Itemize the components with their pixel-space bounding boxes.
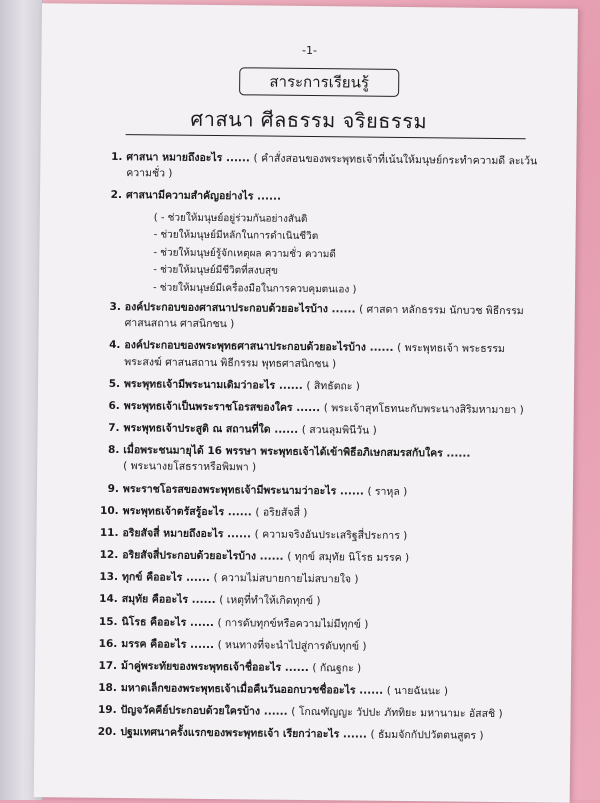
question-text: ปฐมเทศนาครั้งแรกของพระพุทธเจ้า เรียกว่าอะไร ...... bbox=[120, 726, 371, 742]
answer-continuation: ความชั่ว ) bbox=[126, 167, 173, 180]
question-text: เมื่อพระชนมายุได้ 16 พรรษา พระพุทธเจ้าได้เข้าพิธีอภิเษกสมรสกับใคร ...... bbox=[123, 444, 471, 460]
question-item bbox=[95, 614, 555, 633]
answer-text: ( การดับทุกข์หรือความไม่มีทุกข์ ) bbox=[217, 616, 369, 631]
importance-answer-item: - ช่วยให้มนุษย์มีเครื่องมือในการควบคุมตนเอง ) bbox=[152, 281, 357, 296]
answer-text: ( คำสั่งสอนของพระพุทธเจ้าที่เน้นให้มนุษย์กระทำความดี ละเว้น bbox=[253, 152, 538, 168]
question-text: พระพุทธเจ้าเป็นพระราชโอรสของใคร ...... bbox=[123, 399, 324, 415]
question-number: 6. bbox=[108, 399, 120, 412]
question-item bbox=[99, 300, 559, 335]
answer-text: ( โกณฑัญญะ วัปปะ ภัททิยะ มหานามะ อัสสชิ ) bbox=[291, 706, 503, 721]
question-item bbox=[95, 637, 555, 656]
question-number: 2. bbox=[110, 189, 123, 202]
question-text: องค์ประกอบของศาสนาประกอบด้วยอะไรบ้าง ...... bbox=[124, 301, 360, 316]
question-item bbox=[98, 399, 558, 418]
question-number: 15. bbox=[98, 615, 118, 628]
worksheet-page bbox=[34, 3, 578, 803]
question-number: 12. bbox=[99, 548, 119, 562]
section-title-box: สาระการเรียนรู้ bbox=[239, 67, 399, 97]
answer-text: ( ธัมมจักกัปปวัตตนสูตร ) bbox=[370, 729, 484, 743]
answer-text: ( พระพุทธเจ้า พระธรรม bbox=[397, 342, 505, 356]
question-number: 17. bbox=[98, 659, 118, 672]
answer-text: ( ความจริงอันประเสริฐสี่ประการ ) bbox=[254, 528, 408, 542]
question-number: 7. bbox=[108, 421, 120, 435]
question-item bbox=[98, 338, 558, 373]
question-text: นิโรธ คืออะไร ...... bbox=[121, 615, 218, 629]
question-text: องค์ประกอบของพระพุทธศาสนาประกอบด้วยอะไรบ้าง ...... bbox=[124, 339, 398, 355]
question-number: 9. bbox=[107, 482, 119, 495]
answer-text: ( ทุกข์ สมุทัย นิโรธ มรรค ) bbox=[287, 550, 410, 565]
question-text: ศาสนา หมายถึงอะไร ...... bbox=[126, 151, 254, 165]
question-item bbox=[97, 421, 557, 440]
answer-text: ( กัณฐกะ ) bbox=[312, 661, 362, 675]
answer-continuation: ศาสนสถาน ศาสนิกชน ) bbox=[124, 317, 235, 331]
question-text: อริยสัจสี่ประกอบด้วยอะไรบ้าง ...... bbox=[122, 549, 288, 563]
answer-text: ( สิทธัตถะ ) bbox=[306, 379, 360, 393]
question-number: 20. bbox=[97, 726, 117, 739]
answer-text: ( อริยสัจสี่ ) bbox=[255, 506, 308, 519]
question-text: พระพุทธเจ้าตรัสรู้อะไร ...... bbox=[122, 504, 256, 519]
question-text: ม้าคู่พระทัยของพระพุทธเจ้าชื่ออะไร ...... bbox=[121, 659, 313, 674]
question-item bbox=[94, 725, 554, 744]
question-item bbox=[96, 570, 556, 589]
question-item bbox=[96, 592, 556, 611]
question-number: 1. bbox=[111, 150, 123, 164]
importance-answer-item: - ช่วยให้มนุษย์มีชีวิตที่สงบสุข bbox=[153, 264, 279, 277]
importance-answer-list bbox=[153, 211, 560, 299]
question-number: 13. bbox=[99, 571, 119, 584]
question-text: มรรค คืออะไร ...... bbox=[121, 637, 218, 651]
question-item bbox=[98, 377, 558, 396]
question-number: 8. bbox=[107, 444, 120, 457]
importance-answer-item: ( - ช่วยให้มนุษย์อยู่ร่วมกันอย่างสันติ bbox=[153, 211, 308, 225]
question-text: ศาสนามีความสำคัญอย่างไร ...... bbox=[125, 189, 282, 204]
question-item bbox=[97, 504, 557, 523]
answer-continuation: ( พระนางยโสธราหรือพิมพา ) bbox=[123, 460, 257, 474]
question-number: 19. bbox=[97, 704, 117, 717]
question-text: อริยสัจสี่ หมายถึงอะไร ...... bbox=[122, 526, 255, 541]
question-text: ปัญจวัคคีย์ประกอบด้วยใครบ้าง ...... bbox=[120, 704, 292, 719]
question-text: พระราชโอรสของพระพุทธเจ้ามีพระนามว่าอะไร ...... bbox=[122, 482, 368, 498]
question-number: 18. bbox=[98, 681, 117, 695]
answer-text: ( เหตุที่ทำให้เกิดทุกข์ ) bbox=[219, 594, 321, 608]
question-item bbox=[100, 188, 560, 207]
question-number: 14. bbox=[99, 593, 118, 606]
question-item bbox=[95, 659, 555, 678]
importance-answer-item: - ช่วยให้มนุษย์มีหลักในการดำเนินชีวิต bbox=[153, 229, 319, 243]
question-number: 16. bbox=[98, 637, 118, 650]
answer-text: ( หนทางที่จะนำไปสู่การดับทุกข์ ) bbox=[217, 638, 367, 653]
question-number: 4. bbox=[109, 339, 121, 352]
answer-text: ( ศาสดา หลักธรรม นักบวช พิธีกรรม bbox=[359, 303, 524, 318]
question-item bbox=[97, 481, 557, 500]
question-text: สมุทัย คืออะไร ...... bbox=[121, 593, 220, 607]
answer-text: ( ราหุล ) bbox=[367, 485, 408, 498]
page-subtitle: ศาสนา ศีลธรรม จริยธรรม bbox=[190, 106, 428, 134]
question-list bbox=[94, 150, 560, 752]
answer-text: ( นายฉันนะ ) bbox=[386, 684, 449, 698]
question-number: 11. bbox=[99, 526, 119, 539]
question-item bbox=[96, 526, 556, 545]
question-text: ทุกข์ คืออะไร ...... bbox=[121, 571, 214, 585]
answer-text: ( พระเจ้าสุทโธทนะกับพระนางสิริมหามายา ) bbox=[323, 402, 524, 417]
page-number: -1- bbox=[301, 43, 318, 58]
importance-answer-item: - ช่วยให้มนุษย์รู้จักเหตุผล ความชั่ว ความดี bbox=[153, 246, 336, 260]
question-item bbox=[97, 443, 557, 478]
question-number: 3. bbox=[109, 300, 121, 314]
question-text: พระพุทธเจ้าประสูติ ณ สถานที่ใด ...... bbox=[123, 422, 302, 436]
answer-text: ( สวนลุมพินีวัน ) bbox=[301, 423, 377, 437]
question-number: 5. bbox=[108, 377, 121, 390]
question-text: มหาดเล็กของพระพุทธเจ้าเมื่อคืนวันออกบวชชื่ออะไร ...... bbox=[120, 682, 387, 697]
question-item bbox=[95, 703, 555, 722]
question-number: 10. bbox=[100, 504, 119, 517]
answer-continuation: พระสงฆ์ ศาสนสถาน พิธีกรรม พุทธศาสนิกชน ) bbox=[124, 355, 337, 370]
question-item bbox=[100, 150, 560, 185]
question-item bbox=[96, 548, 556, 567]
question-item bbox=[95, 681, 555, 700]
answer-text: ( ความไม่สบายกายไม่สบายใจ ) bbox=[213, 572, 359, 586]
question-text: พระพุทธเจ้ามีพระนามเดิมว่าอะไร ...... bbox=[123, 377, 307, 392]
